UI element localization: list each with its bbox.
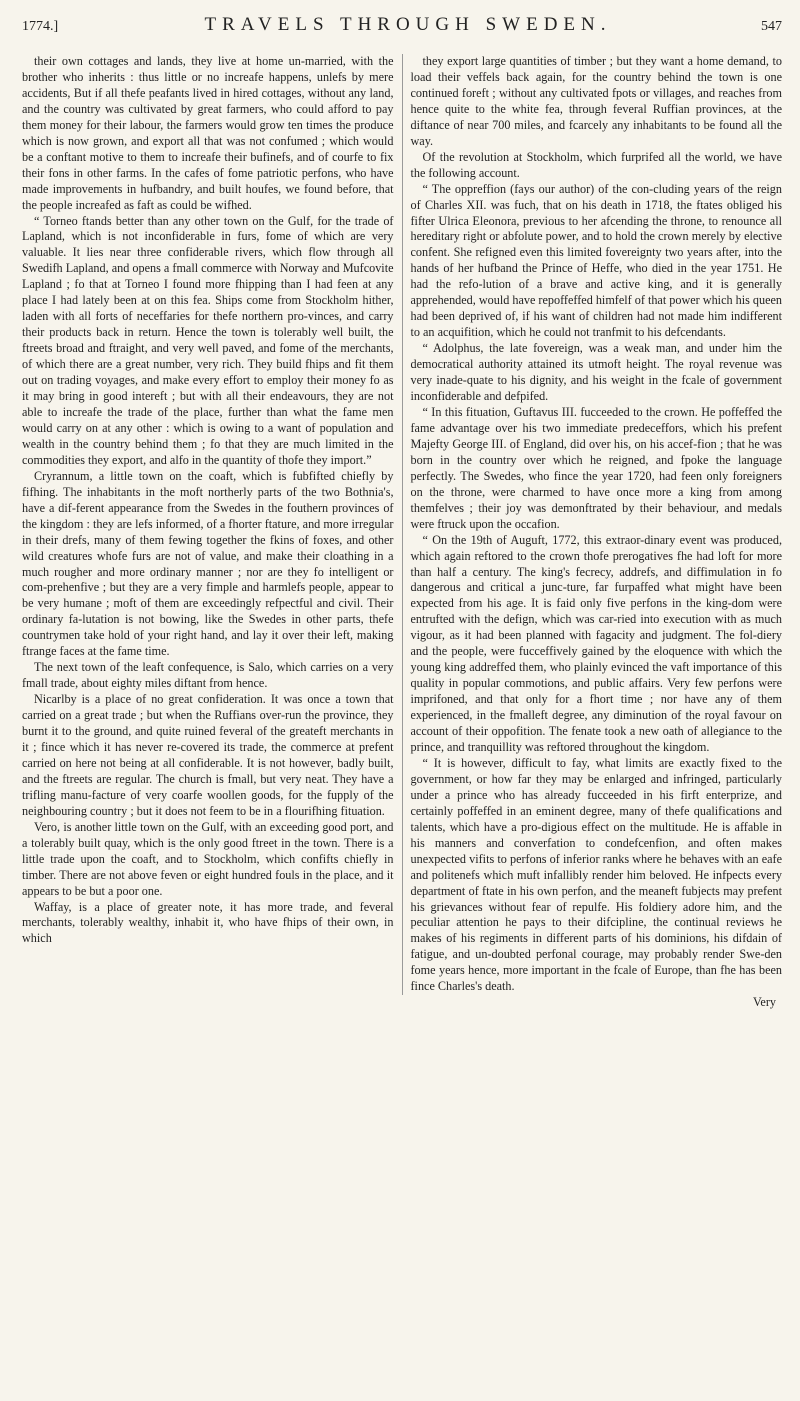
- paragraph: their own cottages and lands, they live at home un-married, with the brother who inherits : thus little or no increafe happens, unlefs by mere accidents, But if all thefe peafants lived in hired cottages, without any land, and the country was cultivated by great farmers, who could afford to pay them money for their labour, the farmers would grow ten times the produce which is now grown, and export all that was not confumed ; which would be a conftant motive to them to increafe their bufinefs, and of courfe to fix their fons in other farms. In the cafes of fome patriotic perfons, who have made improvements in hufbandry, and built houfes, we found before, that the people increafed as faft as could be wifhed.: [22, 54, 394, 212]
- catchword: Very: [752, 995, 776, 1010]
- paragraph: “ The oppreffion (fays our author) of the con-cluding years of the reign of Charles XII. was fuch, that on his death in 1718, the ftates obliged his fifter Ulrica Eleonora, previous to her afcending the throne, to renounce all hereditary right or abfolute power, and to hold the crown merely by elective confent. She refigned even this limited fovereignty two years after, into the hands of her hufband the Prince of Heffe, who died in the year 1751. He had the refo-lution of a brave and active king, and it is generally apprehended, would have repoffeffed himfelf of that power which his queen had been deprived of, if his want of children had not made him indifferent to an acquifition, which he could not tranfmit to his defcendants.: [410, 181, 782, 340]
- page-number: 547: [761, 19, 782, 34]
- paragraph: “ On the 19th of Auguft, 1772, this extraor-dinary event was produced, which again reftored to the crown thofe prerogatives fhe had loft for more than half a century. The king's fecrecy, addrefs, and diffimulation in fo dangerous and critical a junc-ture, far furpaffed what might have been expected from his age. It is faid only five perfons in the king-dom were entrufted with the defign, which was car-ried into execution with as much vigour, as it had been planned with fagacity and judgment. The fol-diery and the people, were fucceffively gained by the eloquence with which the young king addreffed them, who plainly evinced the vaft importance of this quality in popular commotions, and public affairs. Very few perfons were imprifoned, and that only for a fhort time ; nor have any of them experienced, in the fmalleft degree, any diminution of the royal favour on account of their oppofition. The fenate took a new oath of allegiance to the prince, and tranquillity was reftored throughout the kingdom.: [410, 532, 782, 754]
- paragraph: Of the revolution at Stockholm, which furprifed all the world, we have the following account.: [410, 149, 782, 180]
- header-title: TRAVELS THROUGH SWEDEN.: [204, 14, 612, 35]
- paragraph: The next town of the leaft confequence, is Salo, which carries on a very fmall trade, about eighty miles diftant from hence.: [22, 660, 394, 691]
- paragraph: Cryrannum, a little town on the coaft, which is fubfifted chiefly by fifhing. The inhabitants in the moft northerly parts of the two Bothnia's, have a dif-ferent appearance from the Swedes in the fouthern provinces of the kingdom : they are lefs informed, of a fhorter ftature, and more irregular in their drefs, many of them fewing together the fkins of foxes, and other wild creatures whofe furs are not of value, and make their cloathing in a much rougher and more ordinary manner ; nor are they fo intelligent or com-prehenfive ; but they are a very fimple and harmlefs people, appear to be very humane ; moft of them are exceedingly refpectful and civil. Their ordinary fa-lutation is not bowing, like the Swedes in other parts, thefe countrymen take hold of your right hand, and lay it over their left, making ftrange faces at the fame time.: [22, 468, 394, 659]
- paragraph: Vero, is another little town on the Gulf, with an exceeding good port, and a tolerably built quay, which is the only good ftreet in the town. There is a little trade upon the coaft, and to Stockholm, which confifts chiefly in timber. There are not above feven or eight hundred fouls in the place, and it appears to be but a poor one.: [22, 819, 394, 898]
- paragraph: “ In this fituation, Guftavus III. fucceeded to the crown. He poffeffed the fame advantage over his two immediate predeceffors, which his prefent Majefty George III. of England, did over his, on his accef-fion ; that he was born in the country over which he reigned, and fpoke the language perfectly. The Swedes, who fince the year 1720, had feen only foreigners on the throne, were charmed to have once more a king from among themfelves ; their joy was demonftrated by their behaviour, and medals were ftruck upon the occafion.: [410, 404, 782, 531]
- paragraph: Waffay, is a place of greater note, it has more trade, and feveral merchants, tolerably wealthy, inhabit it, who have fhips of their own, in which: [22, 899, 394, 946]
- paragraph: “ It is however, difficult to fay, what limits are exactly fixed to the government, or how far they may be enlarged and infringed, particularly under a prince who has already fucceeded in his firft enterprize, and certainly poffeffed in an eminent degree, many of thefe qualifications and talents, which have a pro-digious effect on the multitude. He is affable in his manners and converfation to condefcenfion, and often makes unexpected vifits to perfons of inferior ranks where he behaves with an eafe and politenefs which muft infallibly render him beloved. He infpects every department of ftate in his own perfon, and the meaneft fubjects may prefent his grievances without fear of repulfe. His foldiery adore him, and the peculiar attention he pays to their difcipline, the continual reviews he makes of his regiments in different parts of his dominions, his difdain of fatigue, and un-doubted perfonal courage, may probably render Swe-den fome years hence, more important in the fcale of Europe, than fhe has been fince Charles's death.: [410, 755, 782, 994]
- header-year: 1774.]: [22, 19, 59, 34]
- paragraph: “ Adolphus, the late fovereign, was a weak man, and under him the democratical authority attained its utmoft height. The royal revenue was very inade-quate to his dignity, and his weight in the fcale of government inconfiderable and defpifed.: [410, 341, 782, 404]
- paragraph: they export large quantities of timber ; but they want a home demand, to load their veffels back again, for the country behind the town is one continued foreft ; without any cultivated fpots or villages, and reaches from hence quite to the white fea, through feveral Ruffian provinces, at the diftance of near 700 miles, and fcarcely any inhabitants to be found all the way.: [410, 54, 782, 148]
- paragraph: “ Torneo ftands better than any other town on the Gulf, for the trade of Lapland, which is not inconfiderable in furs, fome of which are very valuable. It lies near three confiderable rivers, which flow through all Swedifh Lapland, and opens a fmall commerce with Norway and Mufcovite Lapland ; fo that at Torneo I found more fhipping than I had feen at any place I had lately been at on this fea. Ships come from Stockholm hither, laden with all forts of neceffaries for thefe northern pro-vinces, and carry their products back in return. Hence the town is tolerably well built, the ftreets broad and ftraight, and very well paved, and fome of the merchants, of which there are a great number, very rich. They build fhips and fit them out on trading voyages, and make every effort to employ their money fo as it may bring in good intereft ; but with all their endeavours, they are not able to increafe the trade of the place, further than what the fame men would carry on at any other : which is owing to a want of population and wealth in the country behind them ; fo that they are much limited in the commodities they export, and alfo in the quantity of thofe they import.”: [22, 213, 394, 467]
- left-column: [22, 54, 402, 995]
- paragraph: Nicarlby is a place of no great confideration. It was once a town that carried on a great trade ; but when the Ruffians over-run the province, they burnt it to the ground, and quite ruined feveral of the greateft merchants in it ; fince which it has never re-covered its trade, the commerce at prefent carried on here not being at all confiderable. It is not however, badly built, and the ftreets are regular. The church is fmall, but very neat. They have a trifling manu-facture of very coarfe woollen goods, for the fupply of the neighbouring country ; but it does not feem to be in a flourifhing fituation.: [22, 692, 394, 818]
- right-column: [402, 54, 783, 995]
- running-header: [22, 14, 782, 48]
- text-columns: [22, 54, 782, 995]
